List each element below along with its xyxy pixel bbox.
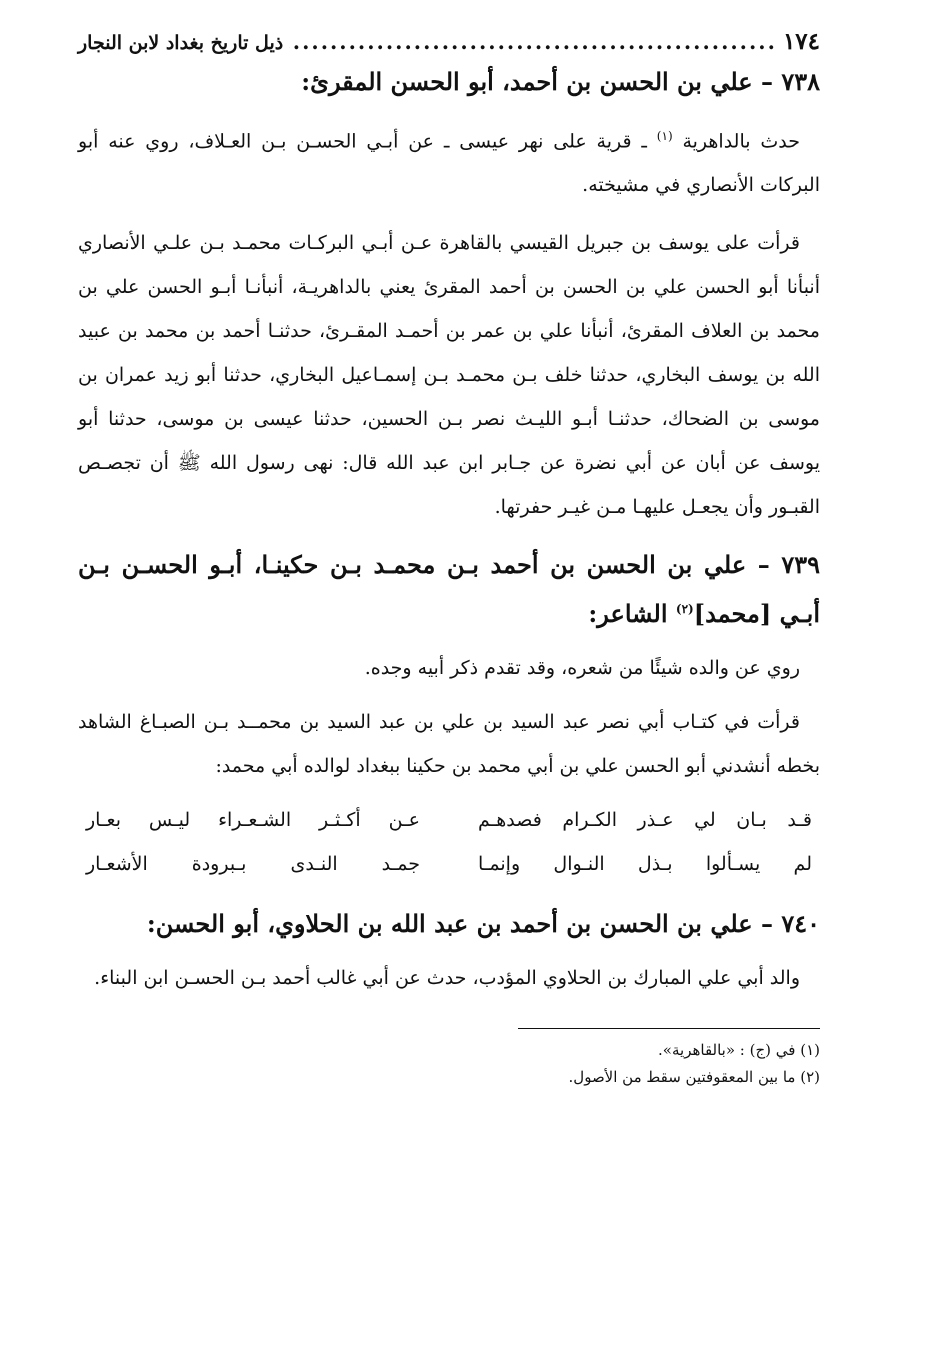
footnote-divider [518, 1028, 820, 1029]
poem-verse [86, 798, 812, 842]
paragraph-text: حدث بالداهرية [682, 130, 800, 153]
verse-first-hemistich: لم يسـألوا بـذل النـوال وإنمـا [478, 853, 812, 876]
leader-dots [289, 29, 777, 54]
entry-heading: ٧٣٨ – علي بن الحسن بن أحمد، أبو الحسن المقرئ: [301, 67, 820, 96]
entry-paragraph: روي عن والده شيئًا من شعره، وقد تقدم ذكر أبيه وجده. [364, 657, 800, 680]
footnote-ref[interactable]: (١) [656, 129, 673, 143]
entry-738 [78, 60, 820, 529]
entry-739 [78, 543, 820, 886]
running-head-title: ذيل تاريخ بغداد لابن النجار [78, 32, 284, 54]
entry-740 [78, 902, 820, 1000]
poem-verse [86, 842, 812, 886]
footnote-ref[interactable]: (٢) [675, 602, 694, 617]
entry-paragraph [78, 114, 820, 207]
poem [78, 798, 820, 886]
running-head [78, 28, 820, 58]
footnote: (١) في (ج) : «بالقاهرية». [658, 1041, 820, 1060]
page-number: ١٧٤ [782, 28, 820, 55]
entry-paragraph: والد أبي علي المبارك بن الحلاوي المؤدب، حدث عن أبي غالب أحمد بـن الحسـن ابن البناء. [94, 967, 800, 990]
entry-heading: ٧٤٠ – علي بن الحسن بن أحمد بن عبد الله بن الحلاوي، أبو الحسن: [146, 909, 820, 939]
entry-heading [78, 543, 820, 636]
heading-text: ٧٣٩ – علي بن الحسن بن أحمد بـن محمـد بـن حكينـا، أبـو الحسـن بـن أبـي [محمد] [78, 550, 820, 629]
entry-paragraph: قرأت في كتـاب أبي نصر عبد السيد بن علي بن عبد السيد بن محمــد بـن الصبـاغ الشاهد بخطه أنشدني أبو الحسن علي بن أبي محمد بن حكينا ببغداد لوالده أبي محمد: [78, 711, 820, 778]
book-page [78, 28, 820, 1091]
verse-first-hemistich: قـد بـان لي عـذر الكـرام فصدهـم [478, 809, 812, 832]
footnote: (٢) ما بين المعقوفتين سقط من الأصول. [568, 1068, 820, 1087]
verse-second-hemistich: جمـد النـدى بـبرودة الأشعـار [86, 853, 420, 876]
heading-text: الشاعر: [588, 599, 676, 629]
entry-paragraph: قرأت على يوسف بن جبريل القيسي بالقاهرة عـن أبـي البركـات محمـد بـن علـي الأنصاري أنبأنا أبو الحسن علي بن الحسن بن أحمد المقرئ يعني بالداهريـة، أنبأنـا أبـو الحسن علي بن محمد بن العلاف المقرئ، أنبأنا علي بن عمر بن أحمـد المقـرئ، حدثنـا أحمد بن محمد بن عبيد الله بن يوسف البخاري، حدثنا خلف بـن محمـد بـن إسمـاعيل البخاري، حدثنا أبو زيد عمران بن موسى بن الضحاك، حدثنـا أبـو الليـث نصر بـن الحسين، حدثنا عيسى بن موسى، حدثنا أبو يوسف عن أبان عن أبي نضرة عن جـابر ابن عبد الله قال: نهى رسول الله ﷺ أن تجصـص القبـور وأن يجعـل عليهـا مـن غيـر حفرتها. [78, 232, 820, 519]
verse-second-hemistich: عـن أكـثـر الشـعـراء ليـس بعـار [86, 809, 420, 832]
paragraph-text: ـ قرية على نهر عيسى ـ عن أبـي الحسـن بـن العـلاف، روي عنه أبو البركات الأنصاري في مشيخته. [78, 130, 820, 197]
